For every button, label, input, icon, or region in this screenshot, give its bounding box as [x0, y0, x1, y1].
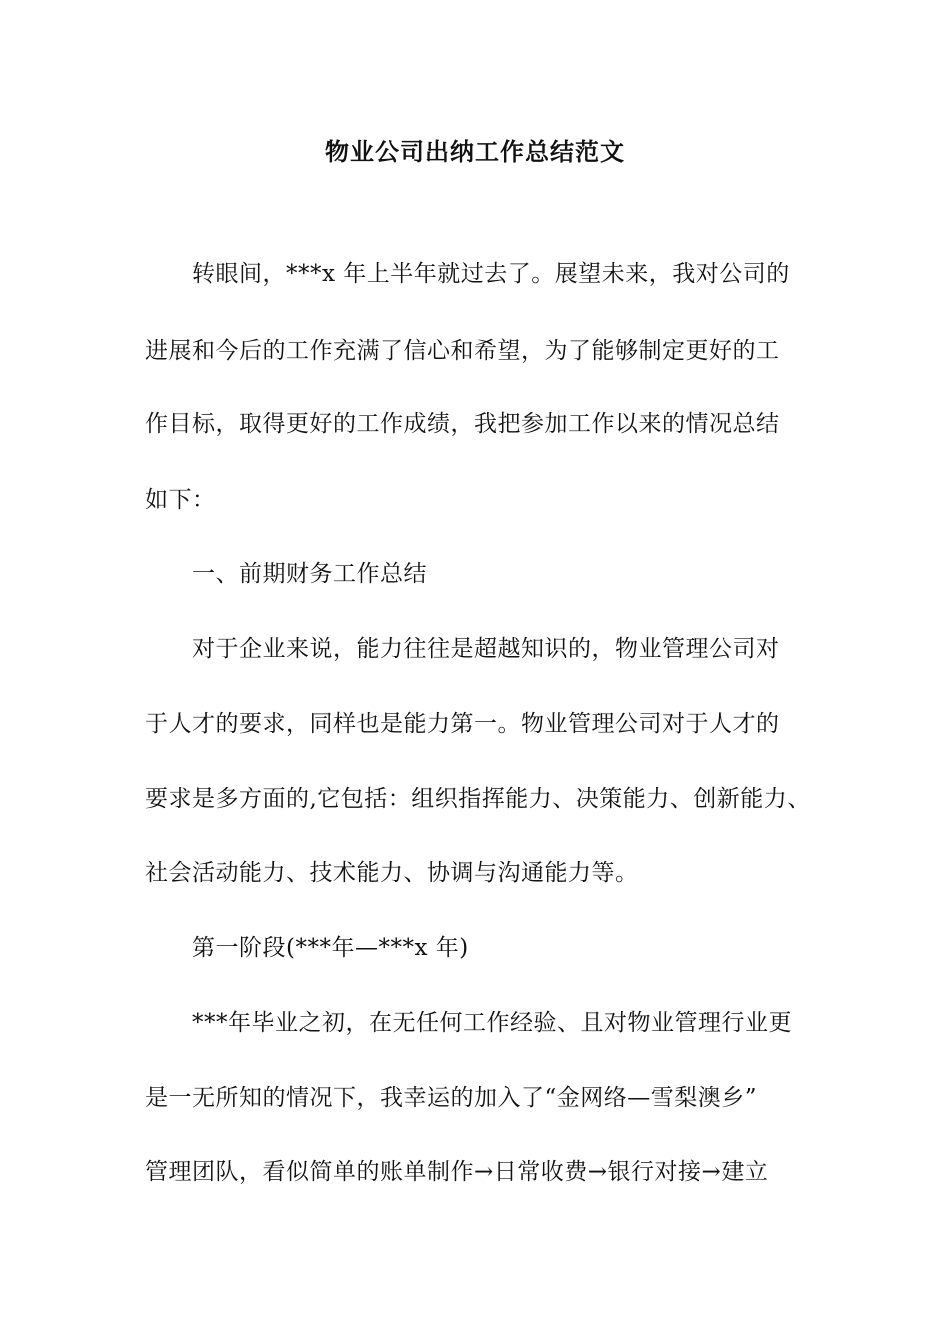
paragraph-line-10: 是一无所知的情况下，我幸运的加入了“金网络—雪梨澳乡” [145, 1085, 758, 1111]
paragraph-line-1: 转眼间，***x 年上半年就过去了。展望未来，我对公司的 [192, 261, 790, 287]
paragraph-line-6: 于人才的要求，同样也是能力第一。物业管理公司对于人才的 [145, 711, 780, 737]
document-title: 物业公司出纳工作总结范文 [325, 137, 625, 166]
paragraph-line-11: 管理团队，看似简单的账单制作→日常收费→银行对接→建立 [145, 1159, 769, 1185]
paragraph-line-2: 进展和今后的工作充满了信心和希望，为了能够制定更好的工 [145, 338, 780, 364]
section-heading-1: 一、前期财务工作总结 [192, 561, 427, 587]
paragraph-line-5: 对于企业来说，能力往往是超越知识的，物业管理公司对 [192, 636, 780, 662]
paragraph-line-4: 如下： [145, 487, 216, 513]
stage-heading-1: 第一阶段(***年—***x 年) [192, 935, 469, 961]
paragraph-line-9: ***年毕业之初，在无任何工作经验、且对物业管理行业更 [192, 1010, 792, 1036]
paragraph-line-8: 社会活动能力、技术能力、协调与沟通能力等。 [145, 860, 639, 886]
paragraph-line-7: 要求是多方面的,它包括：组织指挥能力、决策能力、创新能力、 [145, 786, 811, 812]
paragraph-line-3: 作目标，取得更好的工作成绩，我把参加工作以来的情况总结 [145, 411, 780, 437]
